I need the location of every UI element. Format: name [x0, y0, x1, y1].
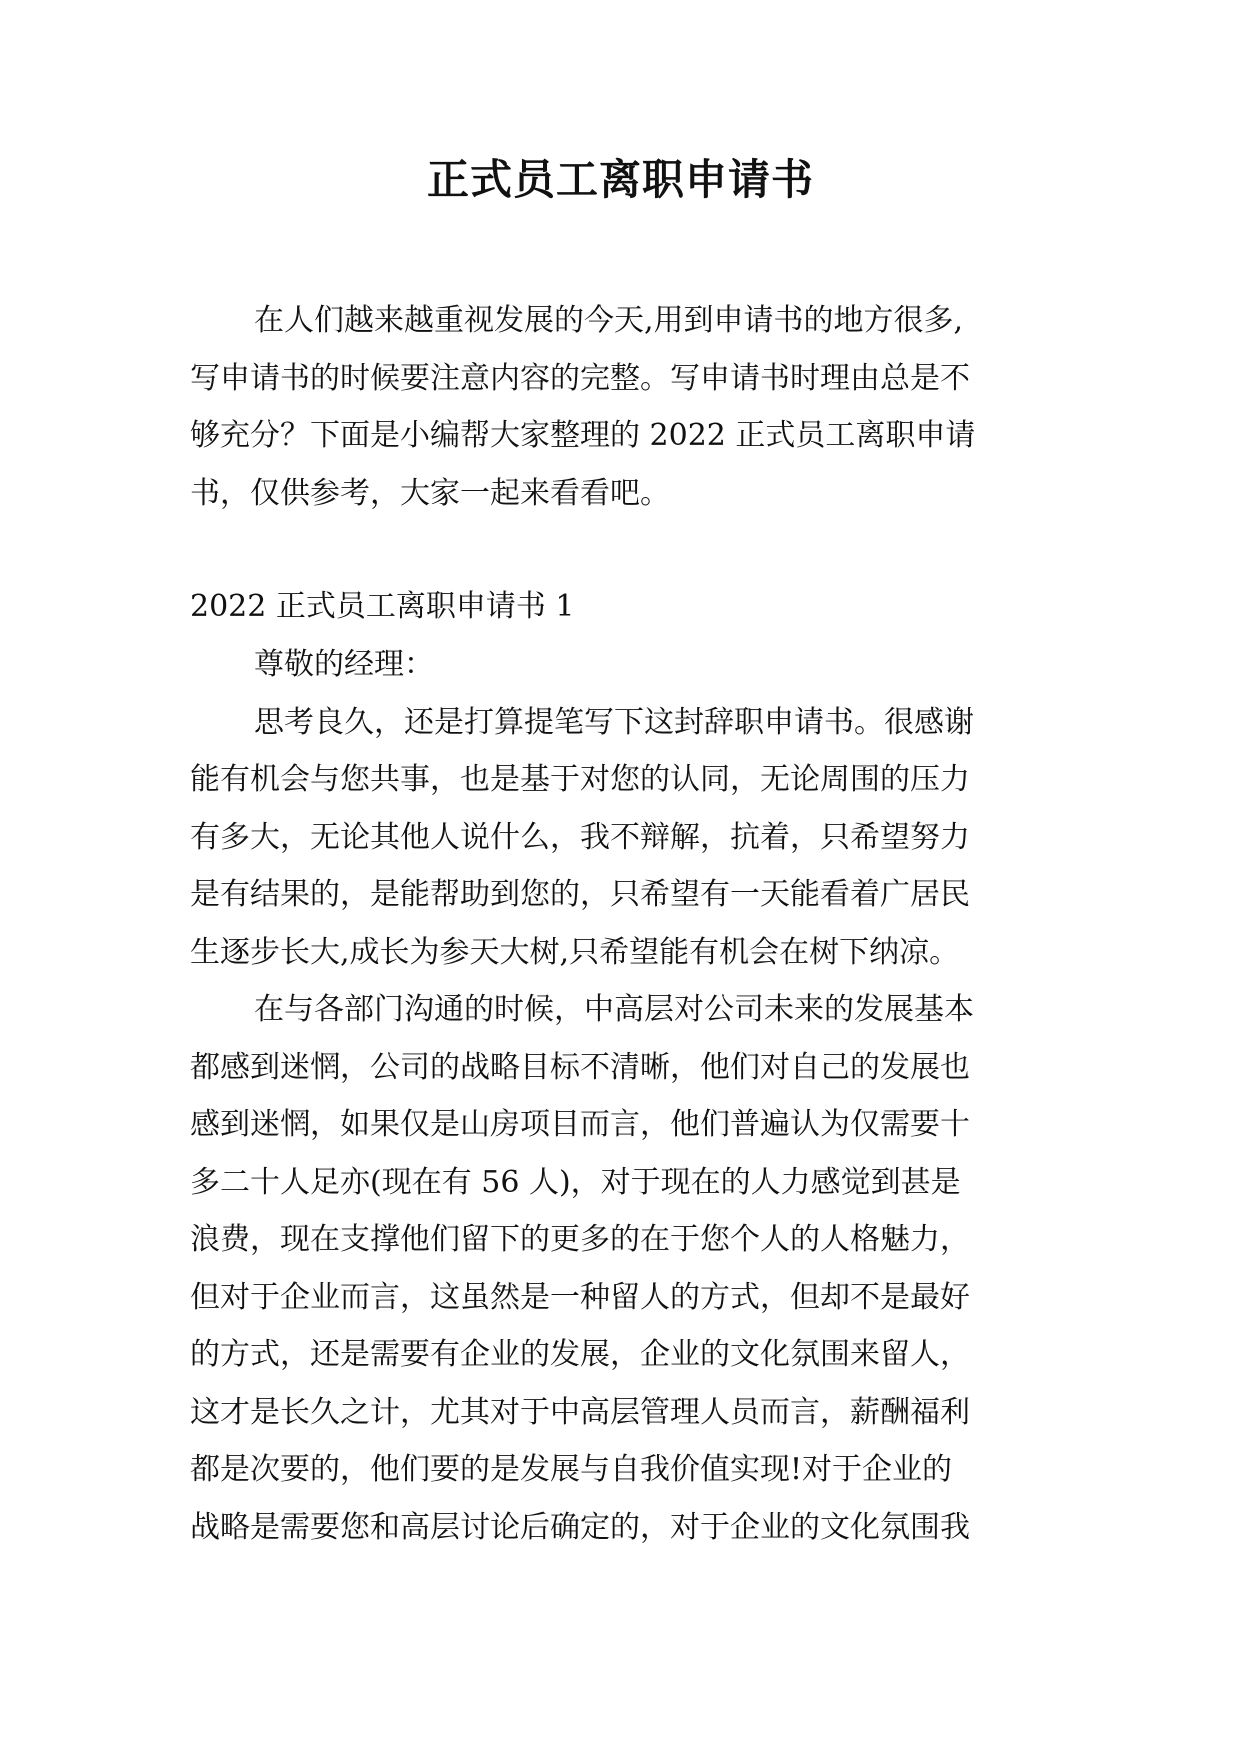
intro-line: 书，仅供参考，大家一起来看看吧。 [190, 475, 670, 511]
paragraph-line: 生逐步长大,成长为参天大树,只希望能有机会在树下纳凉。 [190, 934, 960, 970]
paragraph-line: 有多大，无论其他人说什么，我不辩解，抗着，只希望努力 [190, 819, 970, 855]
paragraph-1 [190, 694, 1050, 982]
intro-line: 够充分？下面是小编帮大家整理的 2022 正式员工离职申请 [190, 418, 976, 453]
paragraph-line: 的方式，还是需要有企业的发展，企业的文化氛围来留人， [190, 1337, 970, 1372]
paragraph-2 [190, 981, 1050, 1556]
paragraph-line: 在与各部门沟通的时候，中高层对公司未来的发展基本 [254, 992, 974, 1027]
paragraph-line: 浪费，现在支撑他们留下的更多的在于您个人的人格魅力， [190, 1222, 970, 1257]
paragraph-line: 这才是长久之计，尤其对于中高层管理人员而言，薪酬福利 [190, 1394, 970, 1430]
paragraph-line: 都是次要的，他们要的是发展与自我价值实现!对于企业的 [190, 1452, 953, 1487]
document-title: 正式员工离职申请书 [426, 155, 814, 204]
letter-body [190, 636, 1050, 1556]
section-heading: 2022 正式员工离职申请书 1 [190, 589, 575, 624]
paragraph-line: 感到迷惘，如果仅是山房项目而言，他们普遍认为仅需要十 [190, 1107, 970, 1142]
paragraph-line: 但对于企业而言，这虽然是一种留人的方式，但却不是最好 [190, 1279, 970, 1315]
intro-paragraph [190, 292, 1050, 522]
intro-line: 写申请书的时候要注意内容的完整。写申请书时理由总是不 [190, 360, 970, 396]
paragraph-line: 多二十人足亦(现在有 56 人)，对于现在的人力感觉到甚是 [190, 1164, 961, 1200]
salutation: 尊敬的经理： [254, 647, 434, 682]
paragraph-line: 思考良久，还是打算提笔写下这封辞职申请书。很感谢 [254, 704, 974, 740]
paragraph-line: 战略是需要您和高层讨论后确定的，对于企业的文化氛围我 [190, 1509, 970, 1545]
paragraph-line: 都感到迷惘，公司的战略目标不清晰，他们对自己的发展也 [190, 1049, 970, 1085]
paragraph-line: 能有机会与您共事，也是基于对您的认同，无论周围的压力 [190, 762, 970, 797]
intro-line: 在人们越来越重视发展的今天,用到申请书的地方很多, [254, 303, 964, 338]
paragraph-line: 是有结果的，是能帮助到您的，只希望有一天能看着广居民 [190, 877, 970, 912]
